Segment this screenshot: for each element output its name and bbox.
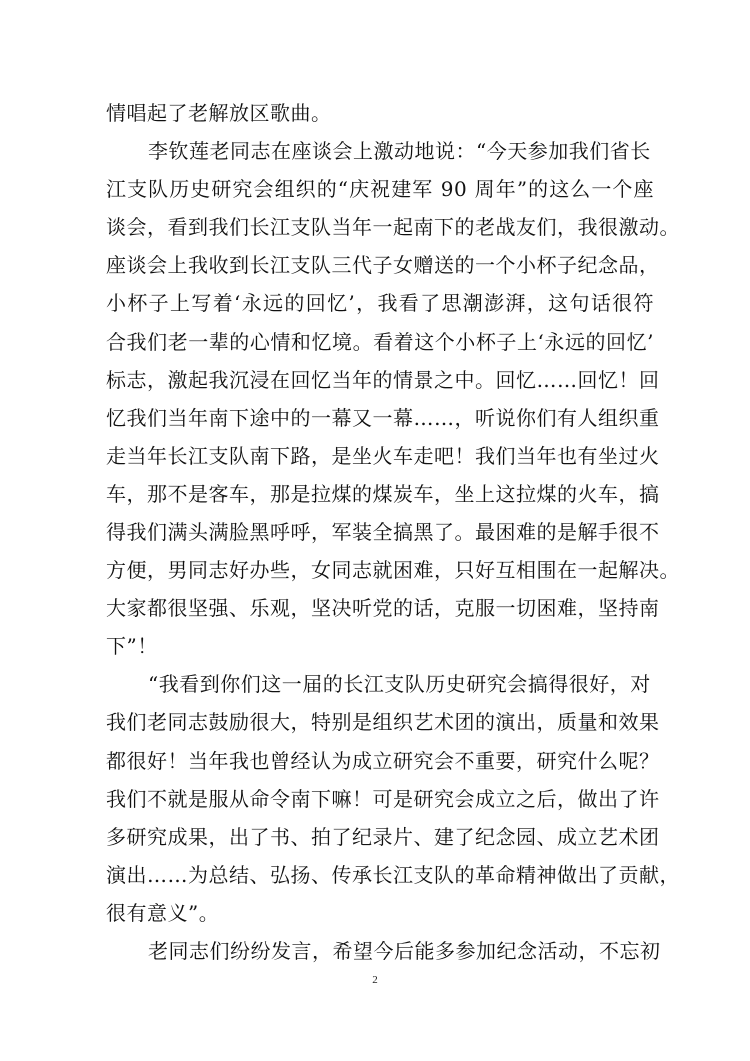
text-line-3: 江支队历史研究会组织的“庆祝建军 90 周年”的这么一个座	[106, 177, 654, 201]
text-line-2: 李钦莲老同志在座谈会上激动地说：“今天参加我们省长	[148, 139, 651, 163]
text-line-7: 合我们老一辈的心情和忆境。看着这个小杯子上‘永远的回忆’	[106, 330, 654, 354]
text-line-19: 我们不就是服从命令南下嘛！可是研究会成立之后，做出了许	[106, 787, 660, 811]
text-line-18: 都很好！当年我也曾经认为成立研究会不重要，研究什么呢？	[106, 749, 660, 773]
text-line-16: “我看到你们这一届的长江支队历史研究会搞得很好，对	[148, 672, 651, 696]
page-number: 2	[372, 974, 378, 986]
text-line-15: 下”！	[106, 634, 158, 658]
text-line-8: 标志，激起我沉浸在回忆当年的情景之中。回忆……回忆！回	[106, 368, 660, 392]
text-line-6: 小杯子上写着‘永远的回忆’，我看了思潮澎湃，这句话很符	[106, 291, 654, 315]
text-line-20: 多研究成果，出了书、拍了纪录片、建了纪念园、成立艺术团	[106, 825, 660, 849]
text-line-4: 谈会，看到我们长江支队当年一起南下的老战友们，我很激动。	[106, 215, 680, 239]
text-line-14: 大家都很坚强、乐观，坚决听党的话，克服一切困难，坚持南	[106, 596, 660, 620]
text-line-22: 很有意义”。	[106, 901, 220, 925]
text-line-23: 老同志们纷纷发言，希望今后能多参加纪念活动，不忘初	[148, 939, 661, 963]
text-line-13: 方便，男同志好办些，女同志就困难，只好互相围在一起解决。	[106, 558, 680, 582]
text-line-21: 演出……为总结、弘扬、传承长江支队的革命精神做出了贡献，	[106, 863, 680, 887]
text-line-5: 座谈会上我收到长江支队三代子女赠送的一个小杯子纪念品，	[106, 253, 660, 277]
text-line-10: 走当年长江支队南下路，是坐火车走吧！我们当年也有坐过火	[106, 444, 660, 468]
text-line-1: 情唱起了老解放区歌曲。	[106, 101, 332, 125]
text-line-17: 我们老同志鼓励很大，特别是组织艺术团的演出，质量和效果	[106, 710, 660, 734]
text-line-12: 得我们满头满脸黑呼呼，军装全搞黑了。最困难的是解手很不	[106, 520, 660, 544]
text-line-11: 车，那不是客车，那是拉煤的煤炭车，坐上这拉煤的火车，搞	[106, 482, 660, 506]
text-line-9: 忆我们当年南下途中的一幕又一幕……，听说你们有人组织重	[106, 406, 660, 430]
